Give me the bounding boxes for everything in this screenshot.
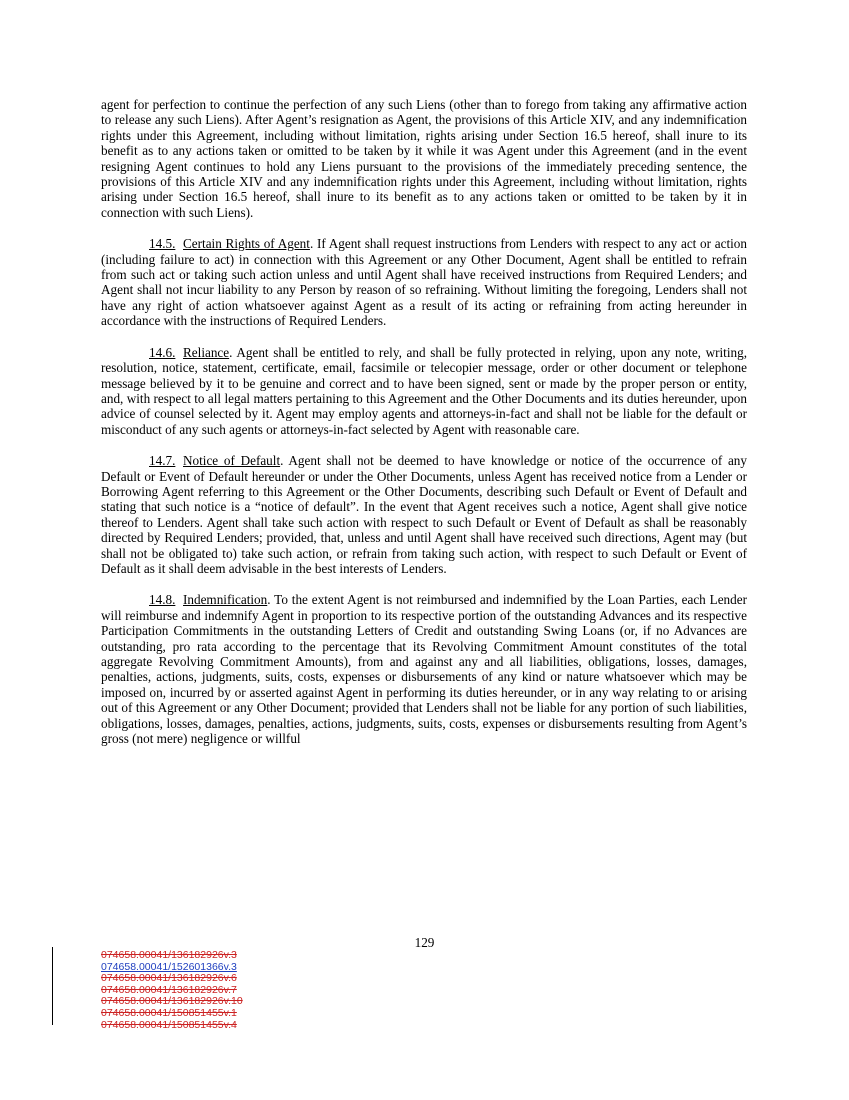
section-14-5	[101, 236, 747, 328]
section-title: Indemnification	[183, 592, 268, 608]
section-title: Notice of Default	[183, 453, 281, 469]
section-text: . Agent shall not be deemed to have knowledge or notice of the occurrence of any Default or Event of Default hereunder or under the Other Documents, unless Agent has received notice from a Lender or Borrowing Agent referring to this Agreement or the Other Documents, describing such Default or Event of Default and stating that such notice is a “notice of default”. In the event that Agent receives such a notice, Agent shall give notice thereof to Lenders. Agent shall take such action with respect to such Default or Event of Default as shall be reasonably directed by Required Lenders; provided, that, unless and until Agent shall have received such directions, Agent may (but shall not be obligated to) take such action, or refrain from taking such action, with respect to such Default or Event of Default as it shall deem advisable in the best interests of Lenders.	[101, 453, 747, 576]
section-text: . To the extent Agent is not reimbursed and indemnified by the Loan Parties, each Lender will reimburse and indemnify Agent in proportion to its respective portion of the outstanding Advances and its respective Participation Commitments in the outstanding Letters of Credit and outstanding Swing Loans (or, if no Advances are outstanding, pro rata according to the percentage that its Revolving Commitment Amount constitutes of the total aggregate Revolving Commitment Amounts), from and against any and all liabilities, obligations, losses, damages, penalties, actions, judgments, suits, costs, expenses or disbursements of any kind or nature whatsoever which may be imposed on, incurred by or asserted against Agent in performing its duties hereunder, or in any way relating to or arising out of this Agreement or any Other Document; provided that Lenders shall not be liable for any portion of such liabilities, obligations, losses, damages, penalties, actions, judgments, suits, costs, expenses or disbursements resulting from Agent’s gross (not mere) negligence or willful	[101, 592, 747, 747]
section-14-7	[101, 453, 747, 576]
section-14-8	[101, 592, 747, 746]
document-id: 074658.00041/136182926v.7	[101, 983, 237, 996]
document-id: 074658.00041/136182926v.10	[101, 995, 243, 1008]
change-bar	[52, 947, 53, 1025]
section-number: 14.8.	[149, 592, 176, 608]
section-title: Certain Rights of Agent	[183, 236, 310, 252]
section-text: . If Agent shall request instructions from Lenders with respect to any act or action (including failure to act) in connection with this Agreement or any Other Document, Agent shall be entitled to refrain from such act or taking such action unless and until Agent shall have received instructions from Required Lenders; and Agent shall not incur liability to any Person by reason of so refraining. Without limiting the foregoing, Lenders shall not have any right of action whatsoever against Agent as a result of its acting or refraining from acting hereunder in accordance with the instructions of Required Lenders.	[101, 236, 747, 329]
document-id: 074658.00041/150851455v.4	[101, 1018, 237, 1031]
section-text: . Agent shall be entitled to rely, and shall be fully protected in relying, upon any note, writing, resolution, notice, statement, certificate, email, facsimile or telecopier message, order or other document or telephone message believed by it to be genuine and correct and to have been signed, sent or made by the proper person or entity, and, with respect to all legal matters pertaining to this Agreement and the Other Documents and its duties hereunder, upon advice of counsel selected by it. Agent may employ agents and attorneys-in-fact and shall not be liable for the default or misconduct of any such agents or attorneys-in-fact selected by Agent with reasonable care.	[101, 344, 747, 437]
section-number: 14.5.	[149, 236, 176, 252]
page-number: 129	[414, 935, 435, 950]
document-id: 074658.00041/150851455v.1	[101, 1006, 237, 1019]
document-body	[101, 97, 747, 762]
continuation-paragraph: agent for perfection to continue the perfection of any such Liens (other than to forego from taking any affirmative action to release any such Liens). After Agent’s resignation as Agent, the provisions of this Article XIV, and any indemnification rights under this Agreement, including without limitation, rights arising under Section 16.5 hereof, shall inure to its benefit as to any actions taken or omitted to be taken by it while it was Agent under this Agreement (and in the event resigning Agent continues to hold any Liens pursuant to the provisions of the immediately preceding sentence, the provisions of this Article XIV and any indemnification rights under this Agreement, including without limitation, rights arising under Section 16.5 hereof, shall inure to its benefit as to any actions taken or omitted to be taken by it in connection with such Liens).	[101, 97, 747, 220]
document-id: 074658.00041/152601366v.3	[101, 960, 237, 973]
section-number: 14.6.	[149, 344, 176, 360]
section-14-6	[101, 345, 747, 437]
document-id: 074658.00041/136182926v.3	[101, 949, 237, 961]
section-number: 14.7.	[149, 453, 176, 469]
section-title: Reliance	[183, 344, 230, 360]
document-id-list	[101, 950, 243, 1031]
document-id: 074658.00041/136182926v.6	[101, 972, 237, 985]
